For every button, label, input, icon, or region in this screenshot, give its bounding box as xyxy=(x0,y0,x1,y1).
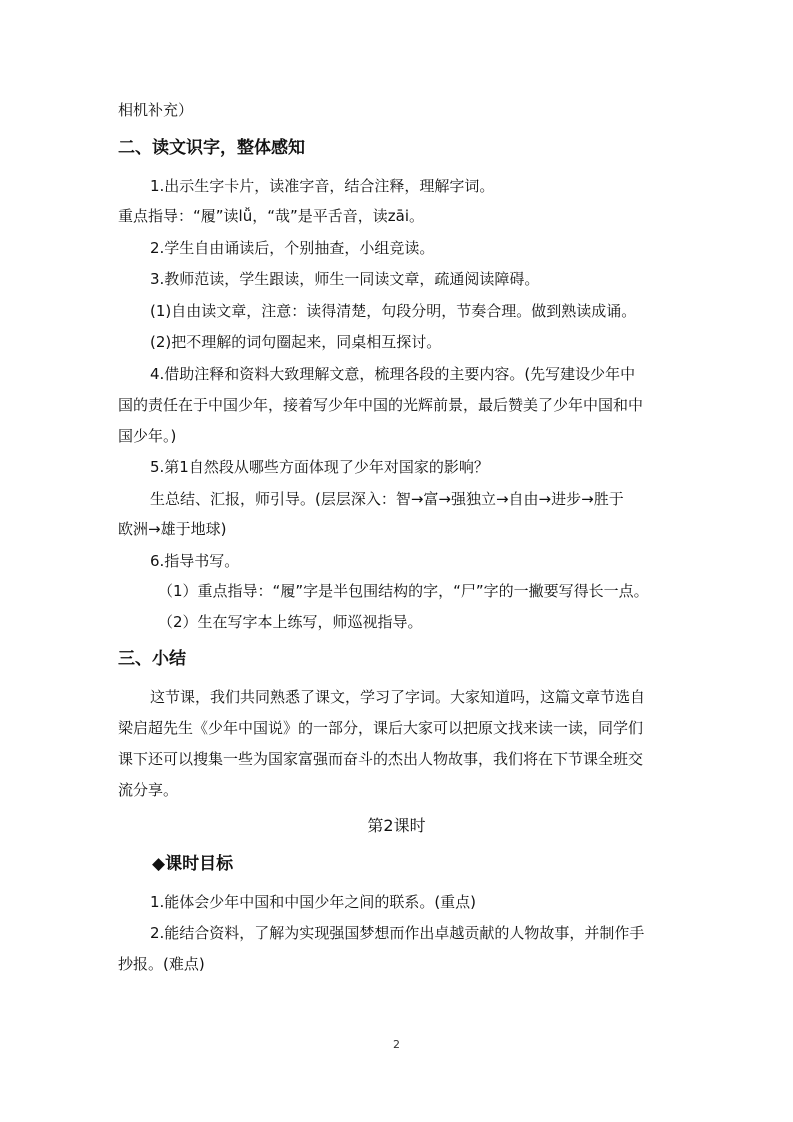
text-line: 5.第1自然段从哪些方面体现了少年对国家的影响？ xyxy=(150,458,489,476)
page-number: 2 xyxy=(393,1038,400,1051)
text-line: 相机补充） xyxy=(118,101,194,119)
text-line: 1.能体会少年中国和中国少年之间的联系。(重点) xyxy=(150,893,477,911)
text-line: 这节课，我们共同熟悉了课文，学习了字词。大家知道吗，这篇文章节选自 xyxy=(150,688,646,706)
text-line: （2）生在写字本上练写，师巡视指导。 xyxy=(158,613,423,631)
text-line: （1）重点指导：“履”字是半包围结构的字，“尸”字的一撇要写得长一点。 xyxy=(158,582,649,600)
text-line: 4.借助注释和资料大致理解文意，梳理各段的主要内容。(先写建设少年中 xyxy=(150,365,636,383)
section-heading: 三、小结 xyxy=(118,649,186,669)
text-line: 国的责任在于中国少年，接着写少年中国的光辉前景，最后赞美了少年中国和中 xyxy=(118,396,644,414)
objectives-heading: ◆课时目标 xyxy=(152,854,234,874)
text-line: 梁启超先生《少年中国说》的一部分，课后大家可以把原文找来读一读，同学们 xyxy=(118,719,644,737)
text-line: 6.指导书写。 xyxy=(150,552,240,570)
text-line: 欧洲→雄于地球) xyxy=(118,520,227,538)
text-line: 2.能结合资料，了解为实现强国梦想而作出卓越贡献的人物故事，并制作手 xyxy=(150,924,645,942)
text-line: 1.出示生字卡片，读准字音，结合注释，理解字词。 xyxy=(150,177,495,195)
text-line: 课下还可以搜集一些为国家富强而奋斗的杰出人物故事，我们将在下节课全班交 xyxy=(118,750,644,768)
section-heading: 二、读文识字，整体感知 xyxy=(118,138,305,158)
text-line: 重点指导：“履”读lǚ，“哉”是平舌音，读zāi。 xyxy=(118,207,424,225)
lesson-title: 第2课时 xyxy=(367,816,426,835)
text-line: 生总结、汇报，师引导。(层层深入：智→富→强独立→自由→进步→胜于 xyxy=(150,490,624,508)
text-line: 抄报。(难点) xyxy=(118,955,205,973)
text-line: 国少年。) xyxy=(118,427,177,445)
text-line: (1)自由读文章，注意：读得清楚，句段分明，节奏合理。做到熟读成诵。 xyxy=(150,302,637,320)
text-line: (2)把不理解的词句圈起来，同桌相互探讨。 xyxy=(150,333,442,351)
text-line: 3.教师范读，学生跟读，师生一同读文章，疏通阅读障碍。 xyxy=(150,270,540,288)
text-line: 流分享。 xyxy=(118,781,179,799)
text-line: 2.学生自由诵读后，个别抽查，小组竞读。 xyxy=(150,239,435,257)
